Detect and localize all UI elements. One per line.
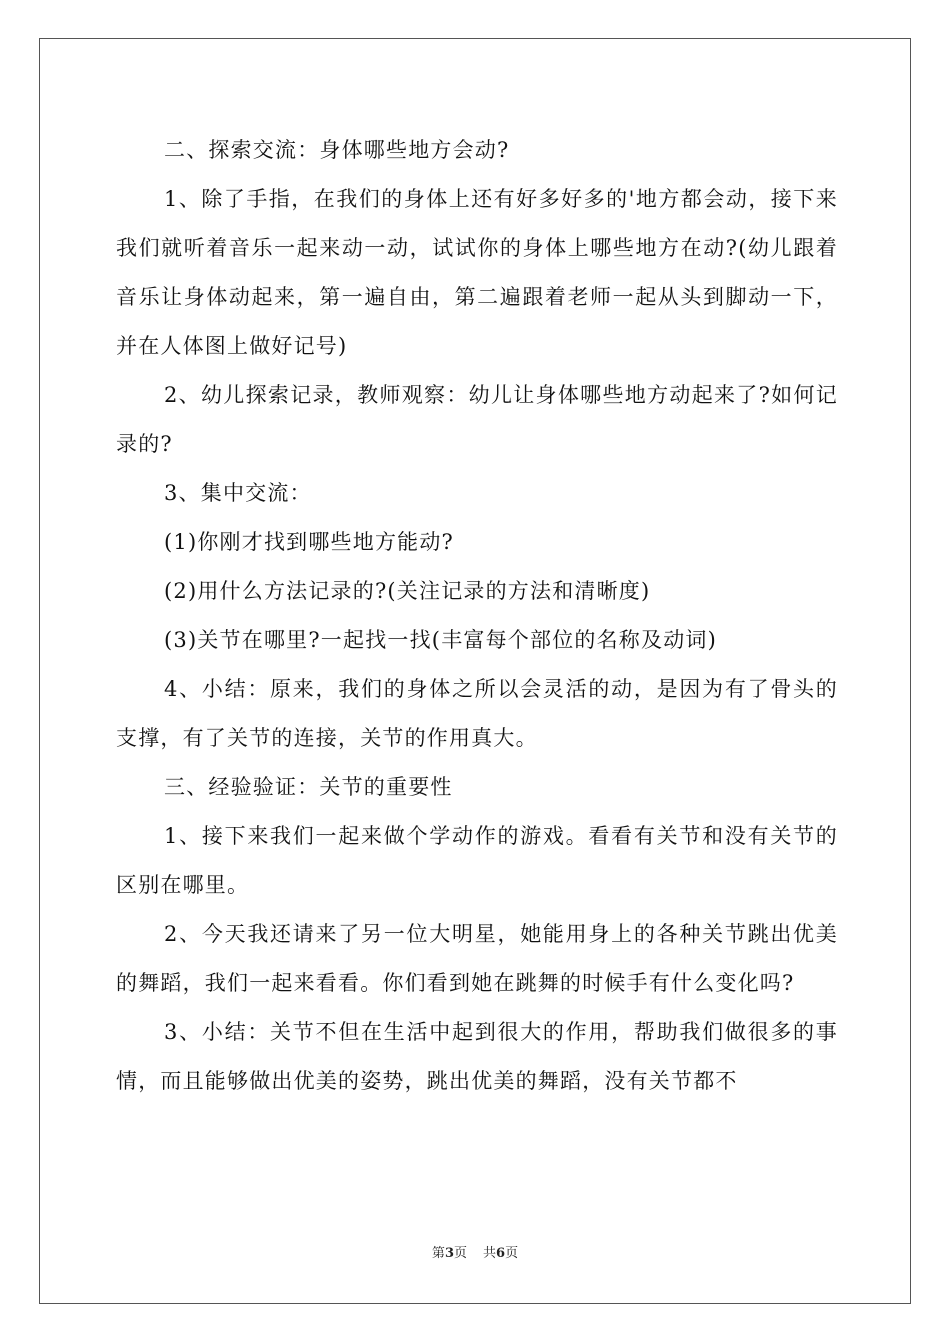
paragraph-item-1: 1、除了手指，在我们的身体上还有好多好多的'地方都会动，接下来我们就听着音乐一起来动一动，试试你的身体上哪些地方在动?(幼儿跟着音乐让身体动起来，第一遍自由，第二遍跟着老师一起从头到脚动一下，并在人体图上做好记号)	[116, 187, 838, 358]
page-footer	[0, 1244, 950, 1264]
page-prefix: 第	[431, 1246, 445, 1261]
paragraph-item-2: 2、幼儿探索记录，教师观察：幼儿让身体哪些地方动起来了?如何记录的?	[116, 383, 838, 456]
document-body	[116, 126, 838, 1106]
paragraph-subitem-2: (2)用什么方法记录的?(关注记录的方法和清晰度)	[164, 579, 651, 603]
paragraph-item-3: 3、集中交流：	[164, 481, 312, 505]
total-unit: 页	[505, 1246, 519, 1261]
paragraph-subitem-3: (3)关节在哪里?一起找一找(丰富每个部位的名称及动词)	[164, 628, 717, 652]
page-unit: 页	[453, 1246, 467, 1261]
paragraph-section-three-item-1: 1、接下来我们一起来做个学动作的游戏。看看有关节和没有关节的区别在哪里。	[116, 824, 838, 897]
paragraph-section-three-summary: 3、小结：关节不但在生活中起到很大的作用，帮助我们做很多的事情，而且能够做出优美的姿势，跳出优美的舞蹈，没有关节都不	[116, 1020, 838, 1093]
paragraph-section-two-heading: 二、探索交流：身体哪些地方会动?	[164, 138, 510, 162]
total-page-number: 6	[496, 1246, 506, 1261]
paragraph-summary-4: 4、小结：原来，我们的身体之所以会灵活的动，是因为有了骨头的支撑，有了关节的连接，关节的作用真大。	[116, 677, 838, 750]
total-prefix: 共	[483, 1246, 497, 1261]
current-page-number: 3	[444, 1246, 454, 1261]
paragraph-subitem-1: (1)你刚才找到哪些地方能动?	[164, 530, 455, 554]
paragraph-section-three-item-2: 2、今天我还请来了另一位大明星，她能用身上的各种关节跳出优美的舞蹈，我们一起来看看。你们看到她在跳舞的时候手有什么变化吗?	[116, 922, 838, 995]
paragraph-section-three-heading: 三、经验验证：关节的重要性	[164, 775, 453, 799]
